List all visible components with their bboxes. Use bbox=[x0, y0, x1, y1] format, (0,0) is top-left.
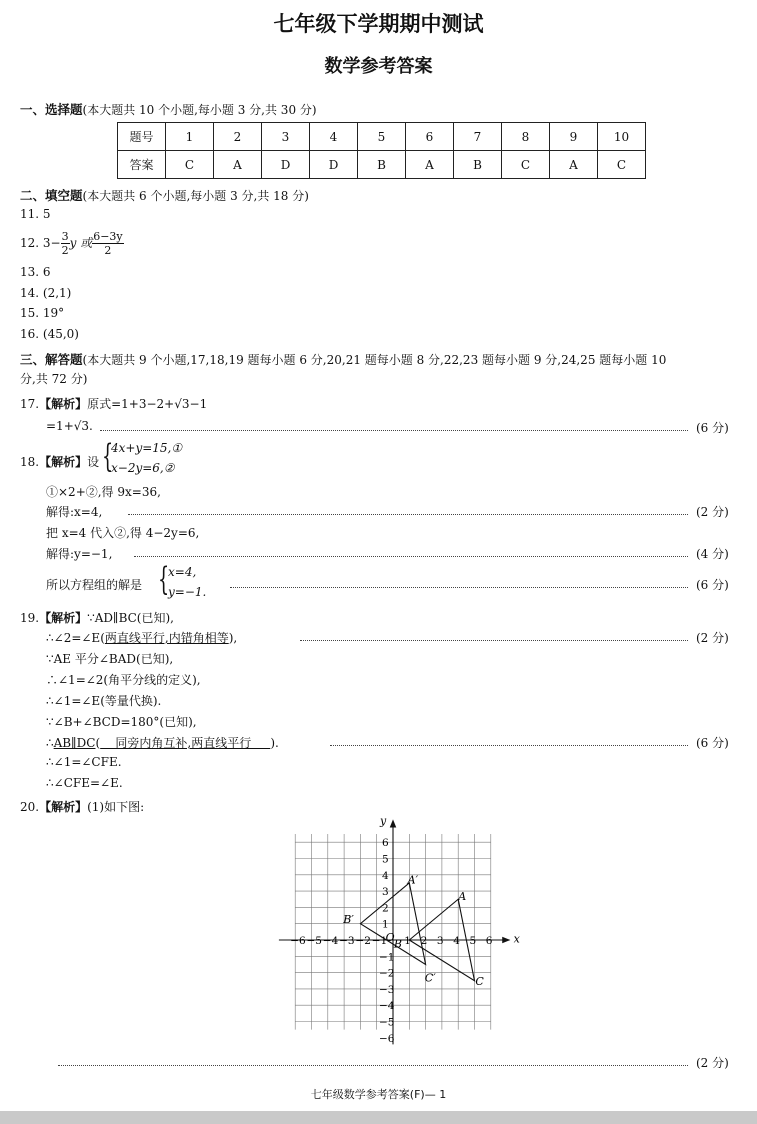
table-cell: C bbox=[502, 151, 550, 179]
table-cell: 4 bbox=[310, 123, 358, 151]
table-cell: 2 bbox=[214, 123, 262, 151]
q18-score-6: (6 分) bbox=[696, 578, 729, 592]
x-tick-label: −5 bbox=[306, 935, 322, 948]
table-cell: B bbox=[358, 151, 406, 179]
y-tick-label: 6 bbox=[382, 837, 389, 850]
y-tick-label: −6 bbox=[379, 1032, 395, 1045]
y-tick-label: 1 bbox=[382, 918, 389, 931]
q20-score: (2 分) bbox=[696, 1056, 729, 1070]
table-cell: C bbox=[598, 151, 646, 179]
y-tick-label: −4 bbox=[379, 1000, 395, 1013]
table-cell: 10 bbox=[598, 123, 646, 151]
point-b-label: B bbox=[393, 937, 402, 951]
table-cell: 6 bbox=[406, 123, 454, 151]
q19-line5: ∴∠1=∠E(等量代换). bbox=[46, 694, 162, 708]
answer-13: 13. 6 bbox=[20, 265, 51, 279]
brace: { bbox=[158, 560, 170, 598]
q19-line4: ∴∠1=∠2(角平分线的定义), bbox=[46, 673, 201, 687]
q19-line2: ∴∠2=∠E(两直线平行,内错角相等), bbox=[46, 631, 238, 645]
section2-heading: 二、填空题(本大题共 6 个小题,每小题 3 分,共 18 分) bbox=[20, 188, 309, 203]
table-cell: 7 bbox=[454, 123, 502, 151]
y-tick-label: 2 bbox=[382, 902, 389, 915]
point-a-label: A bbox=[458, 889, 467, 903]
table-cell: A bbox=[214, 151, 262, 179]
x-tick-label: −6 bbox=[290, 935, 306, 948]
y-tick-label: −3 bbox=[379, 983, 395, 996]
table-header-cell: 题号 bbox=[118, 123, 166, 151]
y-tick-label: −1 bbox=[379, 951, 395, 964]
q18-conclusion: 所以方程组的解是 bbox=[46, 578, 143, 592]
table-header-cell: 答案 bbox=[118, 151, 166, 179]
q19-score-6: (6 分) bbox=[696, 736, 729, 750]
bottom-bar bbox=[0, 1111, 757, 1124]
q19-line3: ∵AE 平分∠BAD(已知), bbox=[46, 652, 174, 666]
q20-line1: 20.【解析】(1)如下图: bbox=[20, 800, 145, 814]
y-tick-label: 3 bbox=[382, 886, 389, 899]
y-axis-label: y bbox=[379, 814, 387, 828]
x-tick-label: 2 bbox=[420, 935, 428, 948]
section1-heading: 一、选择题(本大题共 10 个小题,每小题 3 分,共 30 分) bbox=[20, 102, 317, 117]
y-tick-label: −5 bbox=[379, 1016, 395, 1029]
q19-line9: ∴∠CFE=∠E. bbox=[46, 776, 123, 790]
table-cell: A bbox=[550, 151, 598, 179]
answer-15: 15. 19° bbox=[20, 306, 65, 320]
section3-heading: 三、解答题(本大题共 9 个小题,17,18,19 题每小题 6 分,20,21 题每小题 8 分,22,23 题每小题 9 分,24,25 题每小题 10 bbox=[20, 352, 667, 367]
q18-line1: 18.【解析】设 bbox=[20, 455, 100, 469]
point-c-label: C bbox=[475, 974, 484, 988]
page-footer: 七年级数学参考答案(F)— 1 bbox=[310, 1088, 447, 1101]
brace: { bbox=[102, 437, 114, 475]
table-cell: 8 bbox=[502, 123, 550, 151]
table-cell: C bbox=[166, 151, 214, 179]
y-tick-label: 5 bbox=[382, 853, 389, 866]
x-tick-label: 3 bbox=[436, 935, 444, 948]
q18-step1: ①×2+②,得 9x=36, bbox=[46, 485, 161, 499]
x-tick-label: −3 bbox=[339, 935, 355, 948]
answer-12: 12. 3− $\frac{3}{2}$ y 或 $\frac{6-3y}{2}$ bbox=[20, 230, 123, 257]
x-tick-label: −2 bbox=[355, 935, 371, 948]
x-tick-label: −4 bbox=[322, 935, 339, 948]
q17-line1: 17.【解析】原式=1+3−2+√3−1 bbox=[20, 397, 208, 411]
table-cell: A bbox=[406, 151, 454, 179]
q18-step3: 把 x=4 代入②,得 4−2y=6, bbox=[46, 526, 200, 540]
y-axis-arrow bbox=[390, 819, 397, 827]
q18-step4: 解得:y=−1, bbox=[46, 547, 113, 561]
x-tick-label: 4 bbox=[453, 935, 460, 948]
q18-sol2: y=−1. bbox=[168, 585, 207, 599]
point-a1-label: A′ bbox=[407, 873, 419, 887]
q19-line8: ∴∠1=∠CFE. bbox=[46, 755, 122, 769]
point-b1-label: B′ bbox=[343, 912, 354, 926]
section3-note-cont: 分,共 72 分) bbox=[20, 372, 88, 386]
q18-sol1: x=4, bbox=[168, 565, 197, 579]
table-cell: B bbox=[454, 151, 502, 179]
q19-score-2: (2 分) bbox=[696, 631, 729, 645]
q18-eq1: 4x+y=15,① bbox=[111, 441, 183, 455]
q18-step2: 解得:x=4, bbox=[46, 505, 103, 519]
q17-line2: =1+√3. bbox=[46, 419, 93, 433]
q19-line7: ∴AB∥DC( 同旁内角互补,两直线平行 ). bbox=[46, 736, 279, 750]
x-axis-label: x bbox=[513, 932, 520, 946]
y-tick-label: 4 bbox=[382, 869, 389, 882]
page-title: 七年级下学期期中测试 bbox=[273, 12, 484, 36]
table-cell: D bbox=[262, 151, 310, 179]
q19-line1: 19.【解析】∵AD∥BC(已知), bbox=[20, 611, 174, 625]
table-cell: D bbox=[310, 151, 358, 179]
x-tick-label: 1 bbox=[404, 935, 411, 948]
answer-11: 11. 5 bbox=[20, 207, 51, 221]
answer-14: 14. (2,1) bbox=[20, 286, 72, 300]
q19-line6: ∵∠B+∠BCD=180°(已知), bbox=[46, 715, 197, 729]
table-cell: 5 bbox=[358, 123, 406, 151]
x-tick-label: 5 bbox=[469, 935, 477, 948]
y-tick-label: −2 bbox=[379, 967, 395, 980]
page-subtitle: 数学参考答案 bbox=[324, 56, 433, 77]
x-axis-arrow bbox=[502, 937, 510, 944]
table-cell: 1 bbox=[166, 123, 214, 151]
point-c1-label: C′ bbox=[424, 971, 436, 985]
answer-16: 16. (45,0) bbox=[20, 327, 79, 341]
table-cell: 9 bbox=[550, 123, 598, 151]
x-tick-label: −1 bbox=[371, 935, 388, 948]
table-cell: 3 bbox=[262, 123, 310, 151]
q18-eq2: x−2y=6,② bbox=[111, 461, 175, 475]
origin-label: O bbox=[385, 930, 395, 944]
q18-score-4: (4 分) bbox=[696, 547, 729, 561]
dotted-leader bbox=[58, 1065, 688, 1066]
q18-score-2: (2 分) bbox=[696, 505, 729, 519]
x-tick-label: 6 bbox=[485, 935, 493, 948]
q17-score: (6 分) bbox=[696, 421, 729, 435]
